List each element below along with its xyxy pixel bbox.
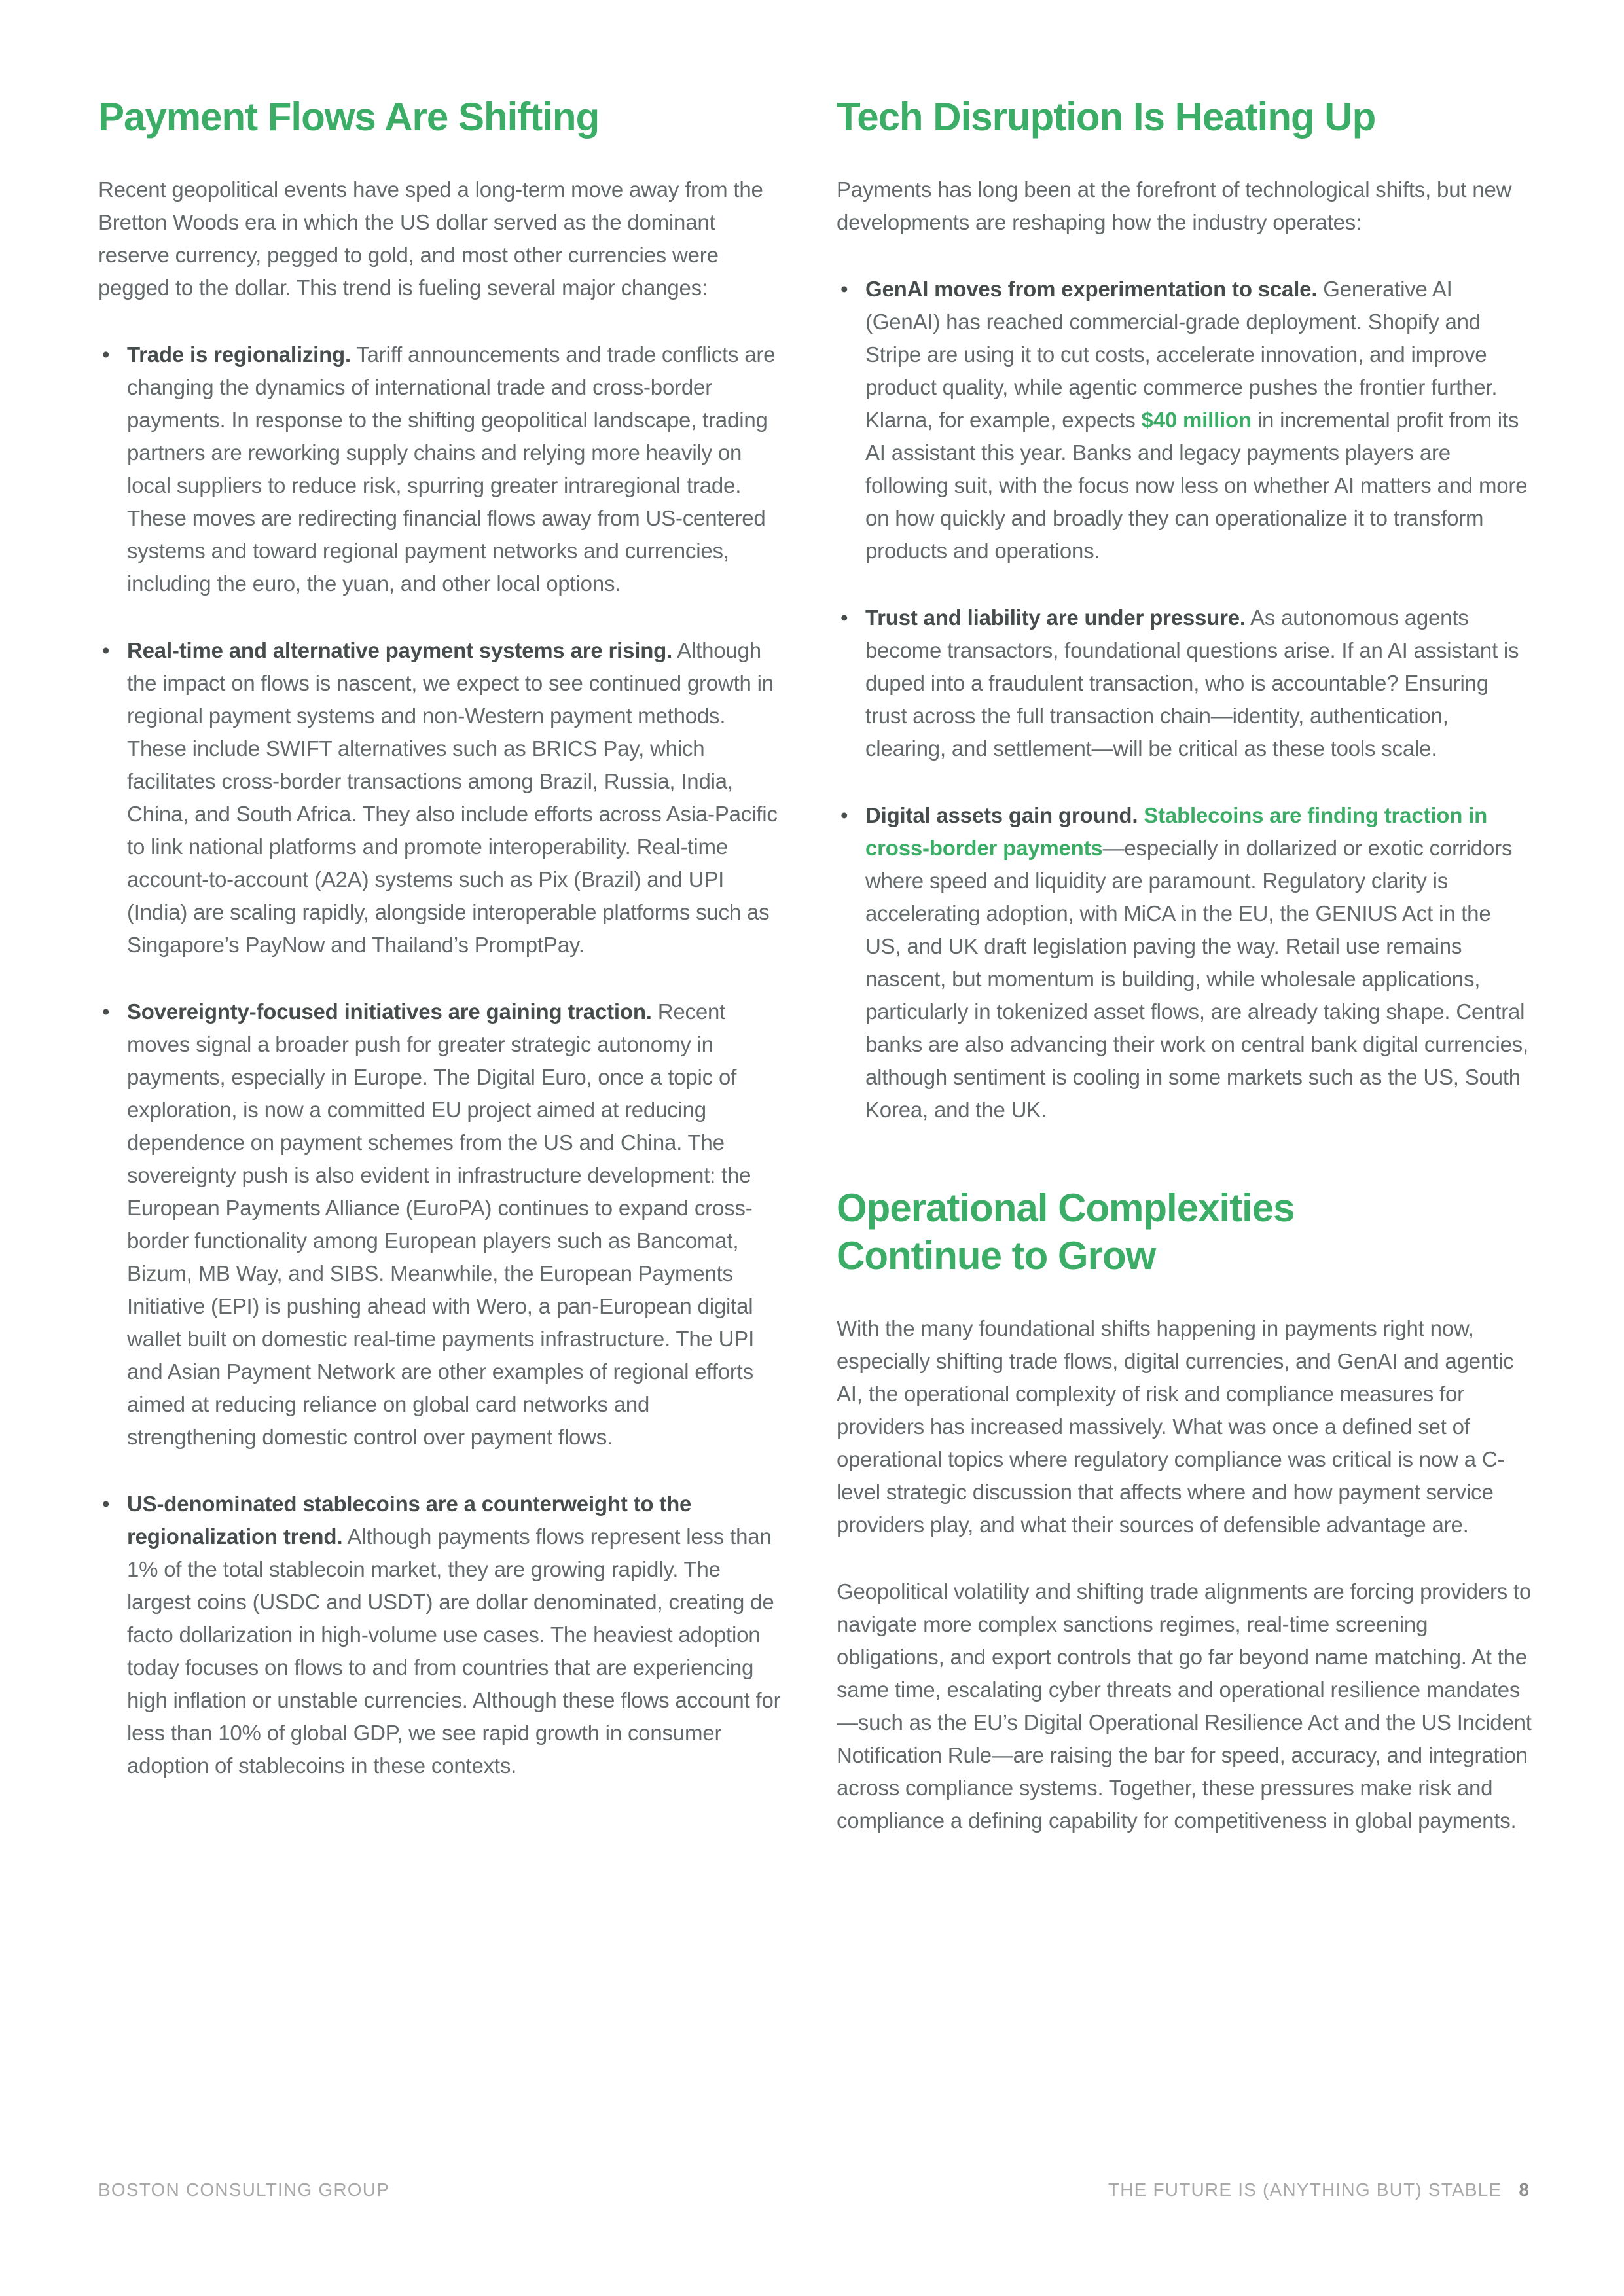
footer-company: BOSTON CONSULTING GROUP — [98, 2179, 390, 2200]
heading-line: Operational Complexities — [837, 1186, 1295, 1230]
page-number: 8 — [1519, 2179, 1529, 2200]
bullet-lead: US-denominated stablecoins are a counterweight to the regionalization trend. — [127, 1492, 692, 1549]
bullet-lead: Trade is regionalizing. — [127, 342, 351, 367]
operational-paragraph-1: With the many foundational shifts happening in payments right now, especially shifting trade flows, digital currencies, and GenAI and agentic AI, the operational complexity of risk and compliance measures for providers has increased massively. What was once a defined set of operational topics where regulatory compliance was critical is now a C-level strategic discussion that affects where and how payment service providers play, and what their sources of defensible advantage are. — [837, 1316, 1514, 1537]
bullet-text: Generative AI (GenAI) has reached commercial-grade deployment. Shopify and Stripe are using it to cut costs, accelerate innovation, and improve product quality, while agentic commerce pushes the frontier further. Klarna, for example, expects — [865, 277, 1498, 432]
left-column — [98, 93, 784, 1816]
heading-line: Continue to Grow — [837, 1234, 1156, 1278]
bullet-lead: Trust and liability are under pressure. — [865, 605, 1246, 630]
bullet-lead: Sovereignty-focused initiatives are gaining traction. — [127, 999, 652, 1024]
page-footer — [98, 2179, 1529, 2200]
bullet-sovereignty-initiatives — [98, 996, 784, 1454]
bullet-green-lead: Stablecoins are finding traction in cross-border payments — [865, 803, 1488, 860]
bullet-genai-scale — [837, 273, 1532, 567]
right-intro-paragraph: Payments has long been at the forefront of technological shifts, but new developments are reshaping how the industry operates: — [837, 177, 1512, 234]
bullet-trade-regionalizing — [98, 338, 784, 600]
bullet-text: Although payments flows represent less than 1% of the total stablecoin market, they are growing rapidly. The largest coins (USDC and USDT) are dollar denominated, creating de facto dollarization in high-volume use cases. The heaviest adoption today focuses on flows to and from countries that are experiencing high inflation or unstable currencies. Although these flows account for less than 10% of global GDP, we see rapid growth in consumer adoption of stablecoins in these contexts. — [127, 1524, 781, 1778]
highlight-40-million: $40 million — [1141, 408, 1252, 432]
left-bullet-list — [98, 338, 784, 1782]
bullet-text: Recent moves signal a broader push for greater strategic autonomy in payments, especially in Europe. The Digital Euro, once a topic of exploration, is now a committed EU project aimed at reducing dependence on payment schemes from the US and China. The sovereignty push is also evident in infrastructure development: the European Payments Alliance (EuroPA) continues to expand cross-border functionality among European players such as Bancomat, Bizum, MB Way, and SIBS. Meanwhile, the European Payments Initiative (EPI) is pushing ahead with Wero, a pan-European digital wallet built on domestic real-time payments infrastructure. The UPI and Asian Payment Network are other examples of regional efforts aimed at reducing reliance on global card networks and strengthening domestic control over payment flows. — [127, 999, 755, 1449]
bullet-text: —especially in dollarized or exotic corridors where speed and liquidity are paramount. Regulatory clarity is accelerating adoption, with MiCA in the EU, the GENIUS Act in the US, and UK draft legislation paving the way. Retail use remains nascent, but momentum is building, while wholesale applications, particularly in tokenized asset flows, are already taking shape. Central banks are also advancing their work on central bank digital currencies, although sentiment is cooling in some markets such as the US, South Korea, and the UK. — [865, 836, 1529, 1122]
bullet-us-stablecoins — [98, 1488, 784, 1782]
bullet-text: As autonomous agents become transactors, foundational questions arise. If an AI assistant is duped into a fraudulent transaction, who is accountable? Ensuring trust across the full transaction chain—identity, authentication, clearing, and settlement—will be critical as these tools scale. — [865, 605, 1519, 761]
bullet-lead: Real-time and alternative payment systems are rising. — [127, 638, 673, 662]
section-heading-tech-disruption: Tech Disruption Is Heating Up — [837, 95, 1376, 139]
footer-right-group — [1108, 2179, 1529, 2200]
operational-paragraph-2: Geopolitical volatility and shifting trade alignments are forcing providers to navigate more complex sanctions regimes, real-time screening obligations, and export controls that go far beyond name matching. At the same time, escalating cyber threats and operational resilience mandates—such as the EU’s Digital Operational Resilience Act and the US Incident Notification Rule—are raising the bar for speed, accuracy, and integration across compliance systems. Together, these pressures make risk and compliance a defining capability for competitiveness in global payments. — [837, 1579, 1532, 1833]
bullet-lead: Digital assets gain ground. — [865, 803, 1138, 827]
bullet-digital-assets — [837, 799, 1532, 1126]
left-intro-paragraph: Recent geopolitical events have sped a long-term move away from the Bretton Woods era in which the US dollar served as the dominant reserve currency, pegged to gold, and most other currencies were pegged to the dollar. This trend is fueling several major changes: — [98, 177, 763, 300]
bullet-text: Tariff announcements and trade conflicts are changing the dynamics of international trade and cross-border payments. In response to the shifting geopolitical landscape, trading partners are reworking supply chains and relying more heavily on local suppliers to reduce risk, spurring greater intraregional trade. These moves are redirecting financial flows away from US-centered systems and toward regional payment networks and currencies, including the euro, the yuan, and other local options. — [127, 342, 776, 596]
section-heading-payment-flows: Payment Flows Are Shifting — [98, 95, 600, 139]
footer-report-title: THE FUTURE IS (ANYTHING BUT) STABLE — [1108, 2179, 1502, 2200]
bullet-lead: GenAI moves from experimentation to scale. — [865, 277, 1318, 301]
bullet-trust-liability — [837, 601, 1532, 765]
bullet-text: in incremental profit from its AI assistant this year. Banks and legacy payments players are following suit, with the focus now less on whether AI matters and more on how quickly and broadly they can operationalize it to transform products and operations. — [865, 408, 1528, 563]
right-bullet-list — [837, 273, 1532, 1126]
section-heading-operational-complexities — [837, 1184, 1532, 1280]
bullet-realtime-systems — [98, 634, 784, 961]
bullet-text: Although the impact on flows is nascent, we expect to see continued growth in regional payment systems and non-Western payment methods. These include SWIFT alternatives such as BRICS Pay, which facilitates cross-border transactions among Brazil, Russia, India, China, and South Africa. They also include efforts across Asia-Pacific to link national platforms and promote interoperability. Real-time account-to-account (A2A) systems such as Pix (Brazil) and UPI (India) are scaling rapidly, alongside interoperable platforms such as Singapore’s PayNow and Thailand’s PromptPay. — [127, 638, 778, 957]
right-column — [837, 93, 1532, 1871]
